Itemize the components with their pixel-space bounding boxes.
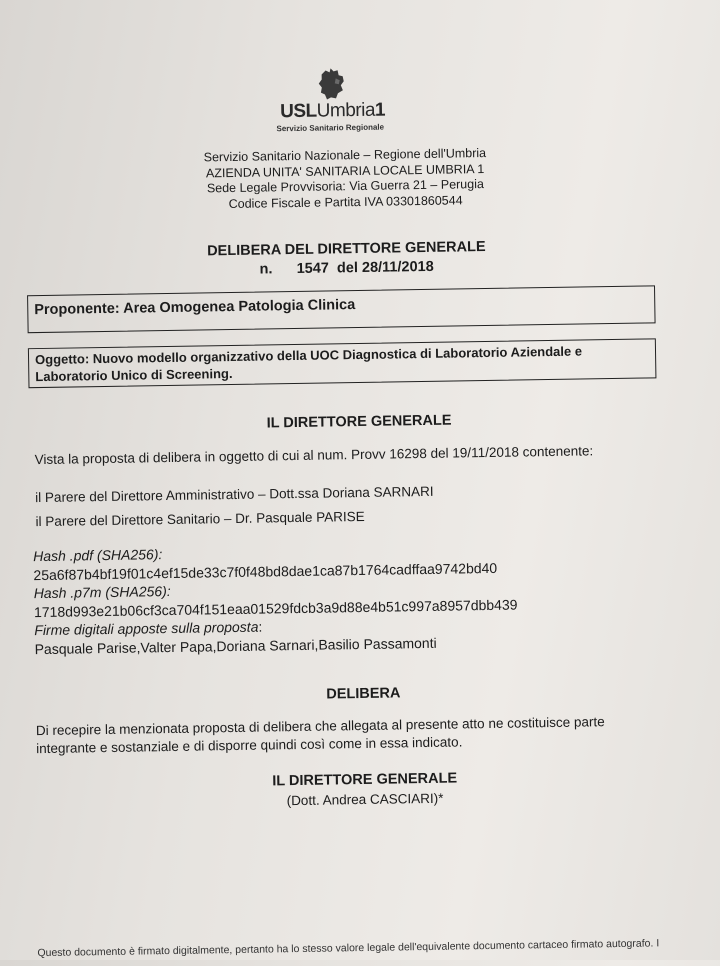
letterhead-line: Servizio Sanitario Nazionale – Regione dell'Umbria — [203, 145, 487, 165]
signature-name: (Dott. Andrea CASCIARI)* — [286, 790, 444, 809]
hash-block — [33, 540, 518, 659]
signature-title: IL DIRETTORE GENERALE — [272, 770, 458, 790]
oggetto-box — [28, 338, 657, 388]
hash-p7m-value: 1718d993e21b06cf3ca704f151eaa01529fdcb3a9d88e4b51c997a8957dbb439 — [33, 596, 518, 620]
letterhead-line: Codice Fiscale e Partita IVA 03301860544 — [228, 192, 463, 211]
delibera-text — [36, 712, 676, 758]
hash-pdf-value: 25a6f87b4bf19f01c4ef15de33c7f0f48bd8dae1ca87b1764cadffaa9742bd40 — [33, 559, 498, 583]
delibera-title: DELIBERA DEL DIRETTORE GENERALE — [207, 238, 486, 260]
logo-wordmark: USLUmbria1 — [280, 99, 386, 123]
firme-colon: : — [258, 618, 263, 635]
proponente-text: Proponente: Area Omogenea Patologia Clinica — [34, 297, 356, 319]
delibera-heading: DELIBERA — [326, 685, 401, 703]
oggetto-line: Oggetto: Nuovo modello organizzativo della UOC Diagnostica di Laboratorio Aziendale e — [34, 343, 583, 368]
footer-note: Questo documento è firmato digitalmente, pertanto ha lo stesso valore legale dell'equivalente documento cartaceo firmato autografo. I — [37, 937, 660, 960]
oggetto-text — [35, 342, 582, 385]
letterhead-line: Sede Legale Provvisoria: Via Guerra 21 – Perugia — [206, 177, 484, 196]
proponente-box — [27, 285, 656, 333]
umbria-region-icon — [276, 65, 417, 103]
oggetto-line: Laboratorio Unico di Screening. — [35, 365, 233, 385]
usl-umbria-logo — [276, 65, 417, 139]
delibera-text-line: Di recepire la menzionata proposta di delibera che allegata al presente atto ne costituisce parte — [35, 714, 605, 739]
hash-pdf-label: Hash .pdf (SHA256): — [33, 546, 163, 565]
letterhead — [175, 146, 516, 213]
delibera-text-line: integrante e sostanziale e di disporre quindi così come in essa indicato. — [36, 734, 463, 757]
delibera-number: n. 1547 del 28/11/2018 — [259, 258, 434, 278]
letterhead-line: AZIENDA UNITA' SANITARIA LOCALE UMBRIA 1 — [205, 161, 485, 180]
logo-subtitle: Servizio Sanitario Regionale — [276, 122, 385, 134]
hash-p7m-label: Hash .p7m (SHA256): — [33, 582, 171, 602]
vista-text: Vista la proposta di delibera in oggetto di cui al num. Provv 16298 del 19/11/2018 contenente: — [34, 443, 594, 468]
parere-sanitario: il Parere del Direttore Sanitario – Dr. Pasquale PARISE — [35, 508, 365, 530]
document-title — [156, 237, 537, 281]
direttore-heading: IL DIRETTORE GENERALE — [266, 412, 452, 432]
parere-amministrativo: il Parere del Direttore Amministrativo – Dott.ssa Doriana SARNARI — [35, 483, 434, 506]
firme-value: Pasquale Parise,Valter Papa,Doriana Sarnari,Basilio Passamonti — [34, 634, 437, 657]
firme-label: Firme digitali apposte sulla proposta — [34, 618, 259, 639]
